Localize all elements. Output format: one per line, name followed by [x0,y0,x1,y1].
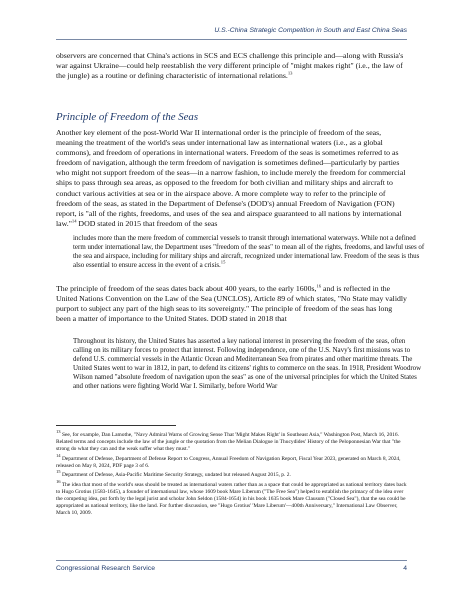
footnote-16 [56,479,408,517]
header-title: U.S.-China Strategic Competition in South and East China Seas [214,27,407,34]
footnote-ref-13[interactable]: 13 [287,70,293,76]
footnotes [56,429,408,520]
paragraph-2-tail: DOD stated in 2015 that freedom of the seas [76,218,218,228]
block-quote-2 [56,337,431,390]
footnote-number: 13 [56,429,61,435]
paragraph-3-text-b: and is reflected in the United Nations Convention on the Law of the Sea (UNCLOS), Article 89 of which states, "No State may validly purport to subject any part of the high seas to its sovereignty." The principle of freedom of the seas has long been a matter of importance to the United States. DOD stated in 2018 that [56,284,407,324]
footnote-number: 15 [56,469,61,475]
section-heading [56,111,408,123]
footnote-ref-15[interactable]: 15 [220,259,226,265]
footnote-ref-16[interactable]: 16 [316,283,322,289]
paragraph-2-text: Another key element of the post-World War II international order is the principle of freedom of the seas, meaning the treatment of the world's seas under international law as international waters (i.e., as a global commons), and freedom of operations in international waters. Freedom of the seas is sometimes referred to as freedom of navigation, although the term freedom of navigation is sometimes defined—particularly by parties who might not support freedom of the seas—in a narrow fashion, to include merely the freedom for commercial ships to pass through sea areas, as opposed to the freedom for both civilian and military ships and aircraft to conduct various activities at sea or in the airspace above. A more complete way to refer to the principle of freedom of the seas, as stated in the Department of Defense's (DOD's) annual Freedom of Navigation (FON) report, is "all of the rights, freedoms, and uses of the sea and airspace guaranteed to all nations by international law." [56,128,406,228]
block-quote-2-text: Throughout its history, the United States has asserted a key national interest in preserving the freedom of the seas, often calling on its military forces to protect that interest. Following independence, one of the U.S. Navy's first missions was to defend U.S. commercial vessels in the Atlantic Ocean and Mediterranean Sea from pirates and other maritime threats. The United States went to war in 1812, in part, to defend its citizens' rights to commerce on the seas. In 1918, President Woodrow Wilson named "absolute freedom of navigation upon the seas" as one of the universal principles for which the United States and other nations were fighting World War I. Similarly, before World War [73,337,422,390]
footer-publisher: Congressional Research Service [56,565,155,572]
section-heading-text: Principle of Freedom of the Seas [56,111,199,123]
footnote-number: 16 [56,479,61,485]
paragraph-3 [56,284,408,324]
footnote-13 [56,429,408,453]
footnote-text: Department of Defense, Department of Defense Report to Congress, Annual Freedom of Navigation Report, Fiscal Year 2023, generated on March 8, 2024, released on May 8, 2024, PDF page 3 of 6. [56,455,401,469]
paragraph-3-text-a: The principle of freedom of the seas dates back about 400 years, to the early 1600s, [56,284,317,293]
paragraph-2 [56,128,408,229]
block-quote-1 [56,234,431,270]
footnote-text: Department of Defense, Asia-Pacific Maritime Security Strategy, undated but released August 2015, p. 2. [61,472,291,479]
page-number: 4 [403,565,407,572]
page-footer [56,560,407,575]
footnote-text: See, for example, Dan Lamothe, "Navy Admiral Warns of Growing Sense That 'Might Makes Right' in Southeast Asia," Washington Post, March 16, 2016. Related terms and concepts include the law of the jungle or the quotation from the Melian Dialogue in Thucydides' History of the Peloponnesian War that "the strong do what they can and the weak suffer what they must." [56,432,401,453]
footnote-separator [56,425,176,426]
footnote-text: The idea that most of the world's seas should be treated as international waters rather than as a space that could be appropriated as national territory dates back to Hugo Grotius (1583-1645), a founder of international law, whose 1609 book Mare Liberum ("The Free Sea") helped to establish the primacy of the idea over the competing idea, put forth by the legal jurist and scholar John Seldon (1584-1654) in his book 1635 book Mare Clausum ("Closed Sea"), that the sea could be appropriated as national territory, like the land. For further discussion, see "Hugo Grotius' 'Mare Liberum'—400th Anniversary," International Law Observer, March 10, 2009. [56,482,407,517]
running-header [56,27,407,40]
footnote-15 [56,469,408,479]
block-quote-1-text: includes more than the mere freedom of commercial vessels to transit through international waterways. While not a defined term under international law, the Department uses "freedom of the seas" to mean all of the rights, freedoms, and lawful uses of the sea and airspace, including for military ships and aircraft, recognized under international law. Freedom of the seas is thus also essential to ensure access in the event of a crisis. [73,234,425,269]
footnote-14 [56,452,408,470]
paragraph-1-text: observers are concerned that China's actions in SCS and ECS challenge this principle and—along with Russia's war against Ukraine—could help reestablish the very different principle of "might makes right" (i.e., the law of the jungle) as a routine or defining characteristic of international relations. [56,51,404,81]
footnote-ref-14[interactable]: 14 [71,218,77,224]
paragraph-1 [56,51,408,81]
footnote-number: 14 [56,452,61,458]
